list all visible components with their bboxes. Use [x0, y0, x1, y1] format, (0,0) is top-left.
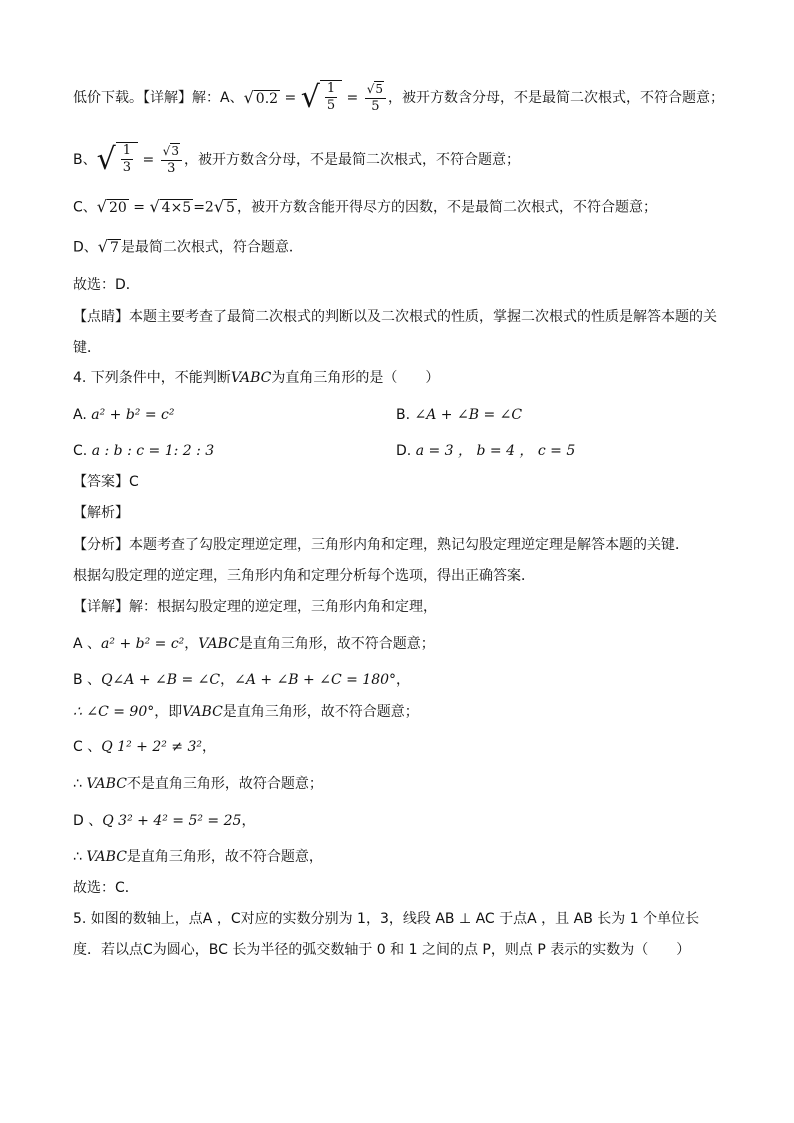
line-option-b-explanation: B、 √ $\frac{1}{3}$ = $\frac{√3}{3}$ ，被开方数含分母，不是最简二次根式，不符合题意； — [73, 142, 520, 177]
solution-c-conclusion: ∴ VABC不是直角三角形，故符合题意； — [73, 776, 323, 792]
analysis-line-2: 根据勾股定理的逆定理，三角形内角和定理分析每个选项，得出正确答案． — [73, 568, 535, 584]
solution-c: C 、Q 1² + 2² ≠ 3²， — [73, 739, 216, 755]
conclusion-d: 故选：D． — [73, 277, 140, 293]
solution-d: D 、Q 3² + 4² = 5² = 25， — [73, 813, 256, 829]
detail-intro: 【详解】解：根据勾股定理的逆定理，三角形内角和定理， — [73, 599, 437, 615]
solution-b-conclusion: ∴ ∠C = 90°，即VABC是直角三角形，故不符合题意； — [73, 704, 419, 720]
sqrt-expression: √ 20 — [96, 197, 127, 216]
option-d: D. a = 3 ， b = 4 ， c = 5 — [396, 443, 576, 459]
line-option-d-explanation: D、√ 7 是最简二次根式，符合题意． — [73, 237, 303, 256]
sqrt-expression: √ 0.2 — [243, 87, 279, 107]
sqrt-expression: √ 5 — [213, 197, 235, 216]
option-c: C. a : b : c = 1: 2 : 3 — [73, 443, 215, 459]
solution-b: B 、Q∠A + ∠B = ∠C，∠A + ∠B + ∠C = 180°， — [73, 672, 411, 688]
fraction: $\frac{√5}{5}$ — [365, 81, 386, 115]
text: 低价下载。【详解】解：A、 — [73, 90, 244, 106]
analysis-line-1: 【分析】本题考查了勾股定理逆定理，三角形内角和定理，熟记勾股定理逆定理是解答本题的关键． — [73, 537, 689, 553]
conclusion-c: 故选：C． — [73, 880, 139, 896]
answer-label: 【答案】C — [73, 474, 139, 490]
sqrt-expression: √ 4×5 — [149, 197, 192, 216]
option-a: A. a² + b² = c² — [73, 407, 175, 423]
sqrt-fraction: √ $\frac{1}{5}$ — [301, 80, 342, 116]
comment-line-1: 【点睛】本题主要考查了最简二次根式的判断以及二次根式的性质，掌握二次根式的性质是解答本题的关 — [73, 309, 717, 325]
question-5-line-2: 度．若以点C为圆心，BC 长为半径的弧交数轴于 0 和 1 之间的点 P，则点 P 表示的实数为（ ） — [73, 942, 691, 958]
option-b: B. ∠A + ∠B = ∠C — [396, 407, 523, 423]
line-option-a-explanation: 低价下载。【详解】解：A、√ 0.2 = √ $\frac{1}{5}$ = $\frac{√5}{5}$ ，被开方数含分母，不是最简二次根式，不符合题意； — [73, 80, 725, 115]
sqrt-expression: √ 7 — [97, 237, 119, 256]
comment-line-2: 键． — [73, 340, 101, 356]
question-5-line-1: 5. 如图的数轴上，点A ，C对应的实数分别为 1，3，线段 AB ⊥ AC 于点A ，且 AB 长为 1 个单位长 — [73, 911, 700, 927]
sqrt-fraction: √ $\frac{1}{3}$ — [97, 142, 138, 178]
solution-d-conclusion: ∴ VABC是直角三角形，故不符合题意， — [73, 849, 323, 865]
analysis-label: 【解析】 — [73, 505, 129, 521]
solution-a: A 、a² + b² = c²，VABC是直角三角形，故不符合题意； — [73, 636, 435, 652]
question-4: 4. 下列条件中，不能判断VABC为直角三角形的是（ ） — [73, 370, 440, 386]
fraction: $\frac{√3}{3}$ — [161, 143, 182, 177]
line-option-c-explanation: C、√ 20 = √ 4×5 =2√ 5 ，被开方数含能开得尽方的因数，不是最简二次根式，不符合题意； — [73, 197, 657, 216]
